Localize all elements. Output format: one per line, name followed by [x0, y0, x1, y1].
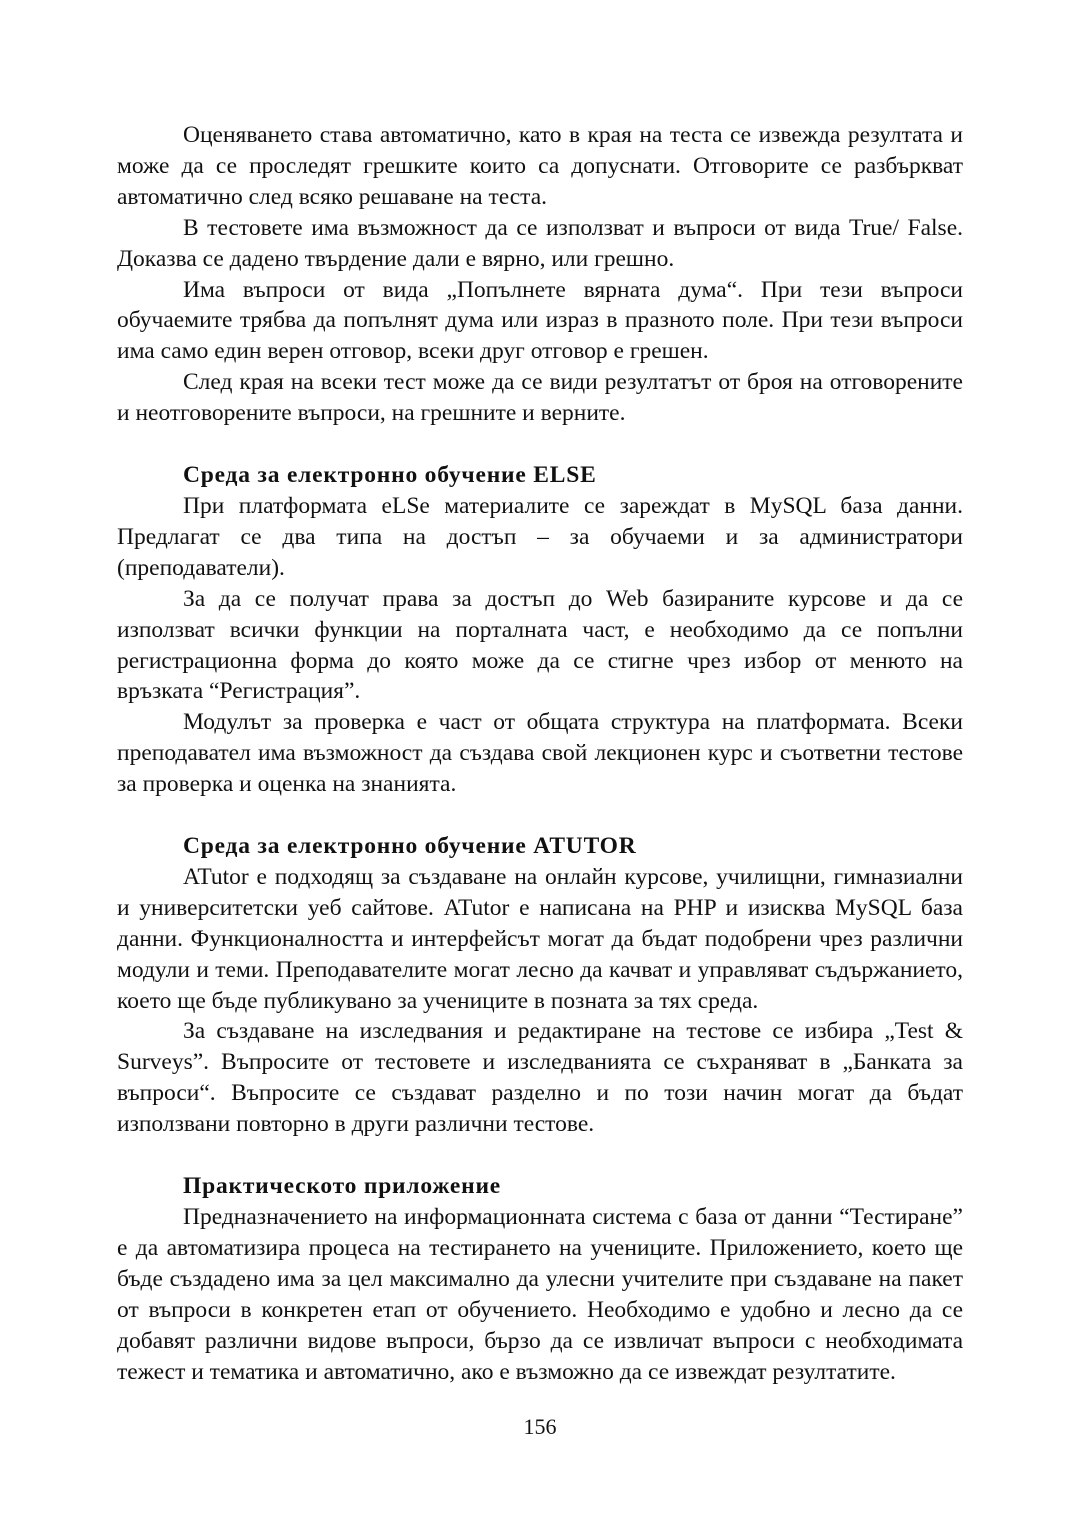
paragraph-fill-in-word: Има въпроси от вида „Попълнете вярната дума“. При тези въпроси обучаемите трябва да попълнят дума или израз в празното поле. При тези въпроси има само един верен отговор, всеки друг отговор е грешен.	[117, 276, 963, 365]
paragraph-else-test-module: Модулът за проверка е част от общата структура на платформата. Всеки преподавател има възможност да създава свой лекционен курс и съответни тестове за проверка и оценка на знанията.	[117, 709, 963, 798]
heading-practical-application: Практическото приложение	[183, 1173, 502, 1200]
section-spacer	[117, 1140, 963, 1171]
paragraph-grading: Оценяването става автоматично, като в края на теста се извежда резултата и може да се проследят грешките които са допуснати. Отговорите се разбъркват автоматично след всяко решаване на теста.	[117, 122, 963, 210]
body-text	[117, 120, 963, 1387]
section-spacer	[117, 800, 963, 831]
paragraph-atutor-surveys: За създаване на изследвания и редактиране на тестове се избира „Test & Surveys”. Въпросите от тестовете и изследванията се съхраняват в „Банката за въпроси“. Въпросите се създават разделно и по този начин могат да бъдат използвани повторно в други различни тестове.	[117, 1018, 963, 1138]
paragraph-true-false: В тестовете има възможност да се използват и въпроси от вида True/ False. Доказва се дадено твърдение дали е вярно, или грешно.	[117, 214, 963, 272]
page-number: 156	[523, 1414, 557, 1439]
paragraph-else-mysql: При платформата eLSe материалите се зареждат в MySQL база данни. Предлагат се два типа на достъп – за обучаеми и за администратори (преподаватели).	[117, 492, 963, 581]
heading-atutor: Среда за електронно обучение ATUTOR	[183, 833, 637, 860]
paragraph-atutor-overview: ATutor е подходящ за създаване на онлайн курсове, училищни, гимназиални и университетски уеб сайтове. ATutor е написана на PHP и изисква MySQL база данни. Функционалността и интерфейсът могат да бъдат подобрени чрез различни модули и теми. Преподавателите могат лесно да качват и управляват съдържанието, което ще бъде публикувано за учениците в позната за тях среда.	[117, 863, 963, 1014]
section-spacer	[117, 429, 963, 460]
heading-else: Среда за електронно обучение ELSE	[183, 462, 597, 489]
paragraph-else-registration: За да се получат права за достъп до Web базираните курсове и да се използват всички функции на порталната част, е необходимо да се попълни регистрационна форма до която може да се стигне чрез избор от менюто на връзката “Регистрация”.	[117, 585, 963, 705]
paragraph-results: След края на всеки тест може да се види резултатът от броя на отговорените и неотговорените въпроси, на грешните и верните.	[117, 369, 963, 427]
paragraph-practical-purpose: Предназначението на информационната система с база от данни “Тестиране” е да автоматизира процеса на тестирането на учениците. Приложението, което ще бъде създадено има за цел максимално да улесни учителите при създаване на пакет от въпроси в конкретен етап от обучението. Необходимо е удобно и лесно да се добавят различни видове въпроси, бързо да се извличат въпроси с необходимата тежест и тематика и автоматично, ако е възможно да се извеждат резултатите.	[117, 1204, 963, 1385]
